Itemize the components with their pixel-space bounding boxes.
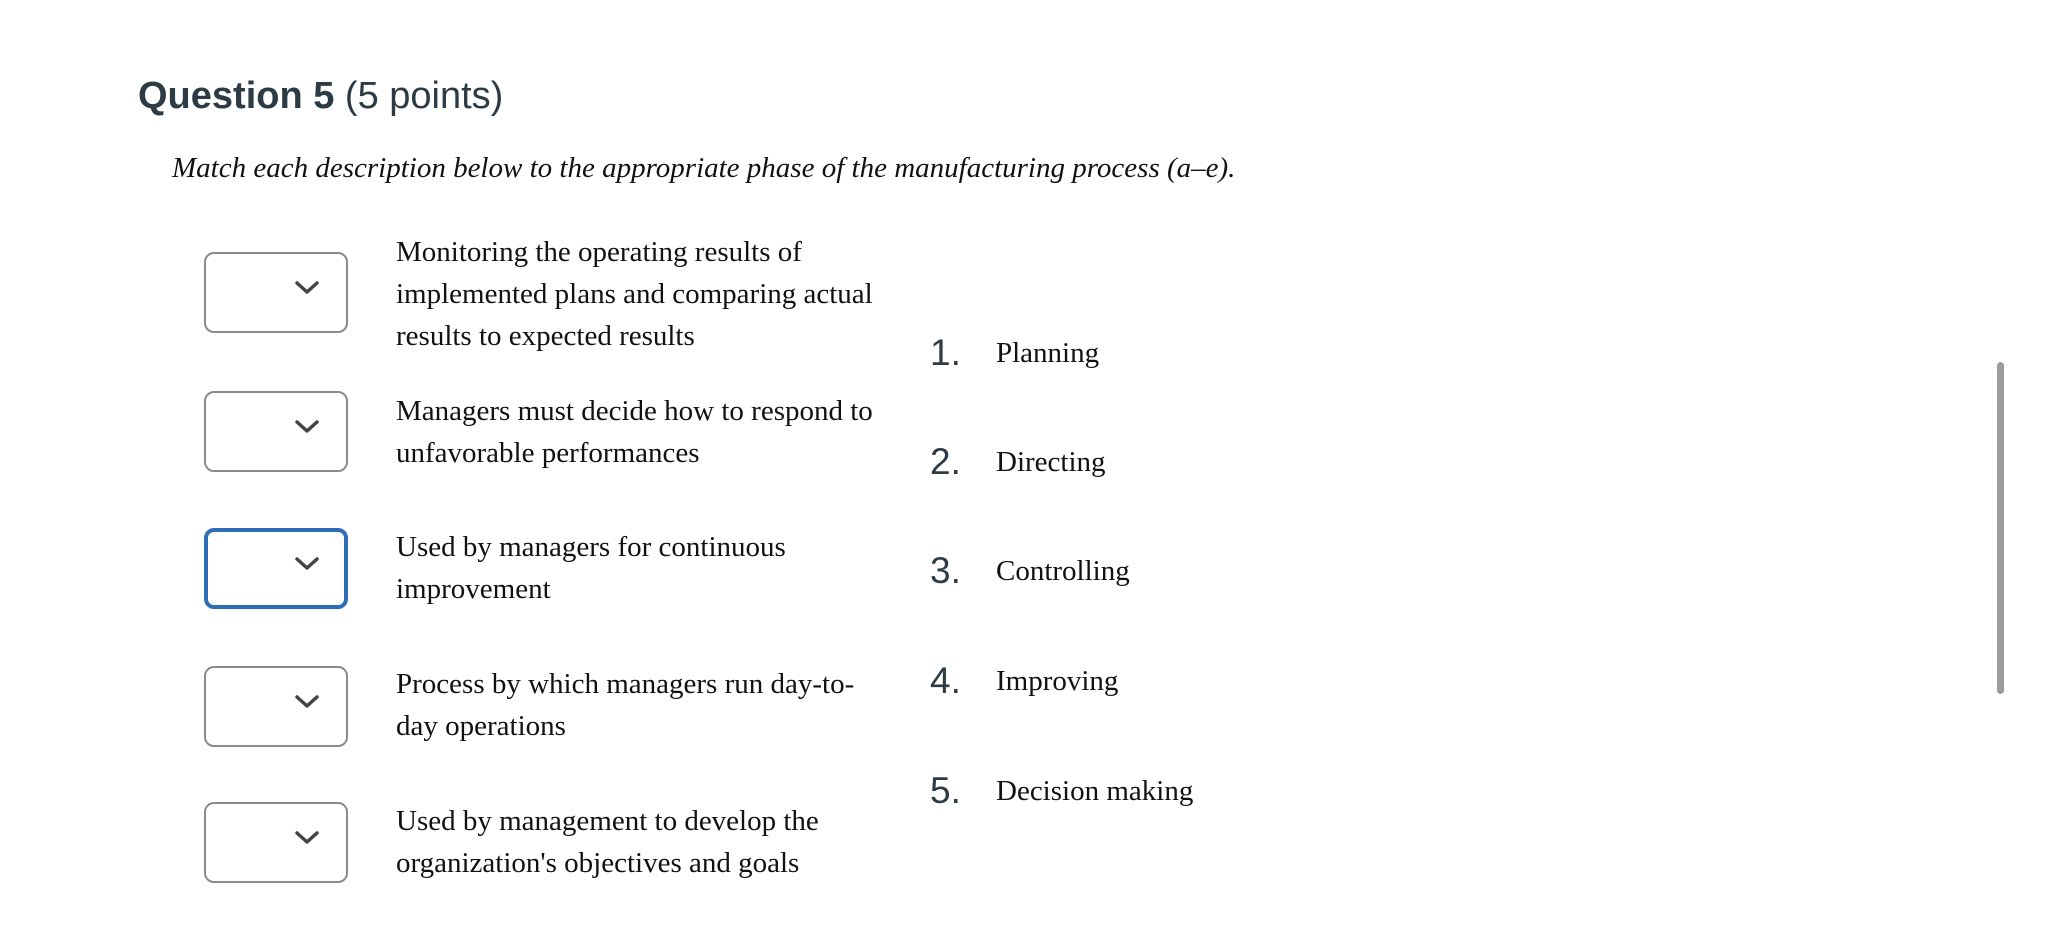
answer-number: 2.	[930, 441, 961, 482]
question-instructions: Match each description below to the appropriate phase of the manufacturing process (a–e).	[172, 152, 1236, 184]
answer-label: Directing	[996, 446, 1106, 478]
match-select-1[interactable]	[204, 252, 348, 333]
answer-label: Decision making	[996, 775, 1194, 807]
answer-number: 1.	[930, 332, 961, 373]
question-header	[138, 68, 503, 124]
match-select-5[interactable]	[204, 802, 348, 883]
answer-number: 5.	[930, 770, 961, 811]
chevron-down-icon	[294, 418, 320, 436]
question-points: (5 points)	[334, 75, 504, 117]
match-prompt-3: Used by managers for continuous improvement	[396, 531, 786, 605]
answer-label: Controlling	[996, 555, 1130, 587]
match-select-3[interactable]	[204, 528, 348, 609]
answer-label: Improving	[996, 665, 1119, 697]
scrollbar-thumb[interactable]	[1997, 362, 2004, 694]
match-prompt-4: Process by which managers run day-to-day operations	[396, 668, 855, 742]
match-prompt-1: Monitoring the operating results of implemented plans and comparing actual results to expected results	[396, 236, 873, 352]
chevron-down-icon	[294, 279, 320, 297]
match-select-2[interactable]	[204, 391, 348, 472]
chevron-down-icon	[294, 555, 320, 573]
answer-label: Planning	[996, 337, 1100, 369]
match-prompt-5: Used by management to develop the organization's objectives and goals	[396, 805, 819, 879]
match-prompt-2: Managers must decide how to respond to unfavorable performances	[396, 395, 873, 469]
match-select-4[interactable]	[204, 666, 348, 747]
answer-number: 3.	[930, 550, 961, 591]
chevron-down-icon	[294, 693, 320, 711]
question-title: Question 5	[138, 75, 335, 117]
chevron-down-icon	[294, 829, 320, 847]
answer-number: 4.	[930, 660, 961, 701]
